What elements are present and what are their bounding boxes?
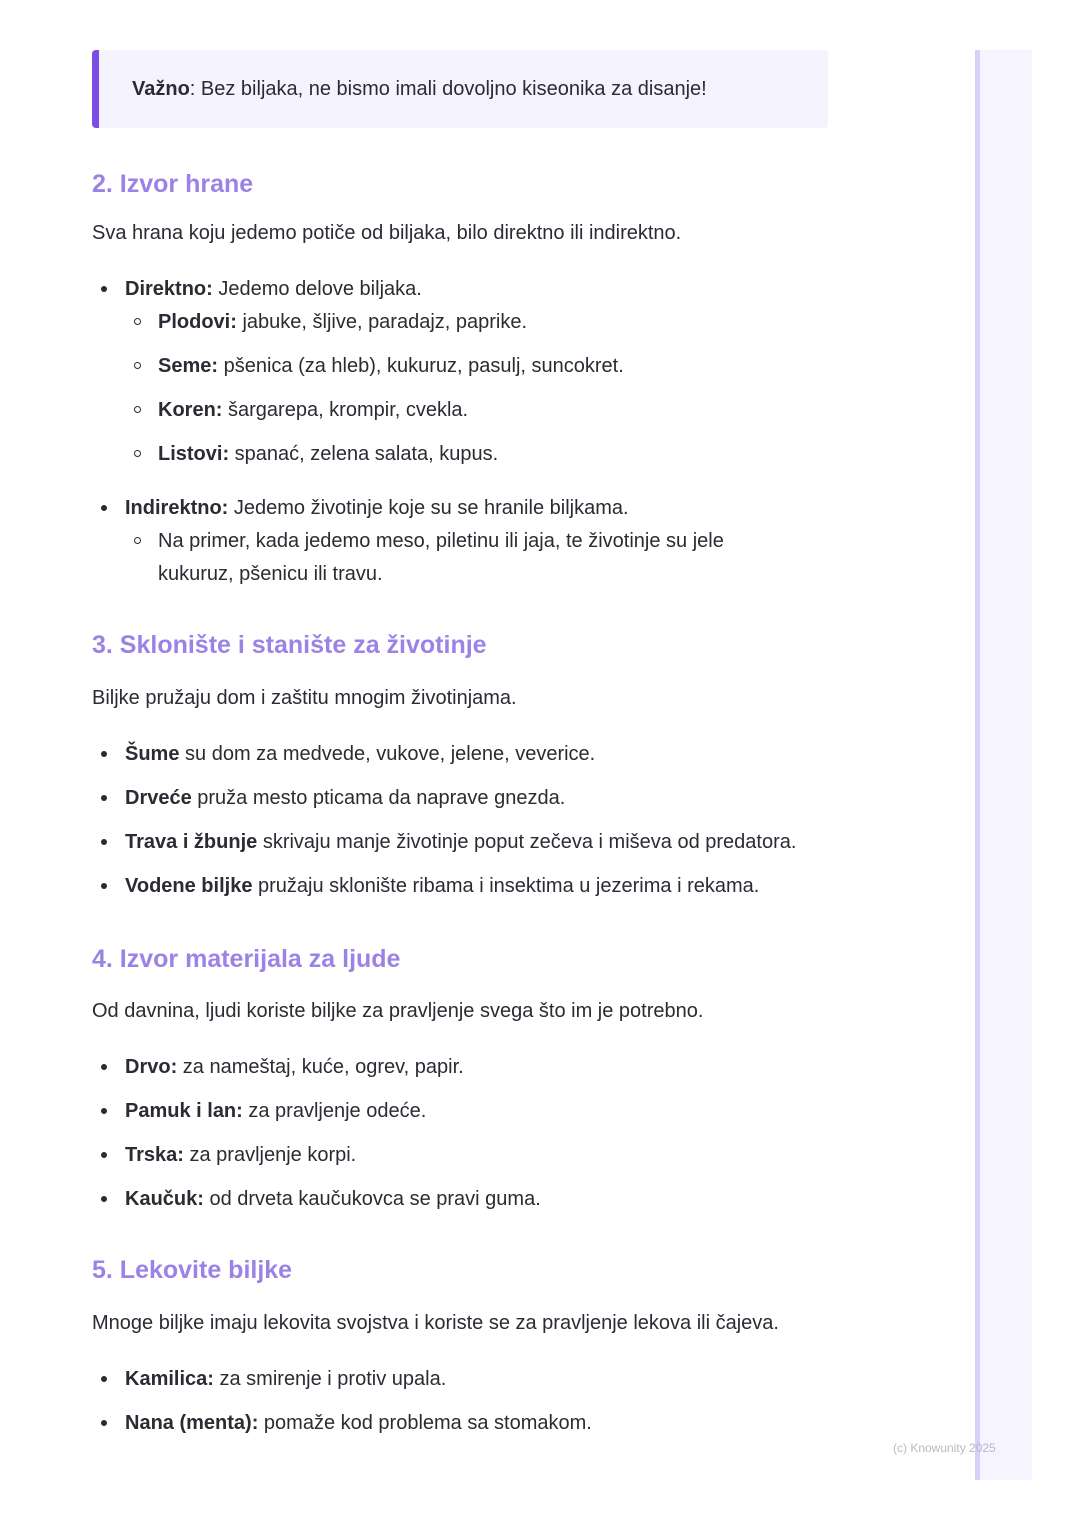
section-intro-medicinal: Mnoge biljke imaju lekovita svojstva i koriste se za pravljenje lekova ili čajeva. bbox=[92, 1312, 779, 1334]
list-item-label: Nana (menta): bbox=[125, 1412, 259, 1434]
sublist-item bbox=[125, 306, 832, 339]
list-item-text: pružaju sklonište ribama i insektima u jezerima i rekama. bbox=[252, 875, 760, 897]
sublist-item-label: Plodovi: bbox=[158, 311, 237, 333]
section-title-materials: 4. Izvor materijala za ljude bbox=[92, 945, 401, 973]
important-callout bbox=[92, 50, 828, 128]
list-item bbox=[92, 1183, 832, 1216]
sublist-item: Na primer, kada jedemo meso, piletinu ili jaja, te životinje su jele kukuruz, pšenicu ili travu. bbox=[125, 525, 832, 591]
list-item-label: Drvo: bbox=[125, 1056, 178, 1078]
list-item-label: Direktno: bbox=[125, 278, 213, 300]
list-item-text: za pravljenje odeće. bbox=[242, 1100, 427, 1122]
list-item-label: Vodene biljke bbox=[125, 875, 253, 897]
list-item-label: Šume bbox=[125, 743, 180, 765]
shelter-list bbox=[92, 738, 832, 903]
list-item-text: Jedemo delove biljaka. bbox=[212, 278, 422, 300]
sublist-item-text: jabuke, šljive, paradajz, paprike. bbox=[236, 311, 528, 333]
section-intro-materials: Od davnina, ljudi koriste biljke za pravljenje svega što im je potrebno. bbox=[92, 1000, 704, 1022]
sublist-item-label: Koren: bbox=[158, 399, 223, 421]
food-list bbox=[92, 273, 832, 591]
list-item bbox=[92, 1095, 832, 1128]
list-item-label: Kamilica: bbox=[125, 1368, 214, 1390]
section-title-medicinal: 5. Lekovite biljke bbox=[92, 1256, 293, 1284]
list-item-label: Trava i žbunje bbox=[125, 831, 258, 853]
list-item-direct bbox=[92, 273, 832, 471]
list-item-text: pomaže kod problema sa stomakom. bbox=[258, 1412, 592, 1434]
list-item-text: za nameštaj, kuće, ogrev, papir. bbox=[177, 1056, 464, 1078]
list-item-text: za pravljenje korpi. bbox=[183, 1144, 357, 1166]
sublist-item bbox=[125, 350, 832, 383]
list-item bbox=[92, 1407, 832, 1440]
list-item-label: Drveće bbox=[125, 787, 192, 809]
sidebar-border bbox=[975, 50, 980, 1480]
list-item bbox=[92, 1139, 832, 1172]
section-title-shelter: 3. Sklonište i stanište za životinje bbox=[92, 631, 487, 659]
section-intro-food: Sva hrana koju jedemo potiče od biljaka, bilo direktno ili indirektno. bbox=[92, 222, 682, 244]
medicinal-list bbox=[92, 1363, 832, 1440]
list-item-text: za smirenje i protiv upala. bbox=[213, 1368, 447, 1390]
document-content bbox=[92, 50, 832, 1440]
direct-sublist bbox=[125, 306, 832, 471]
section-title-food: 2. Izvor hrane bbox=[92, 170, 254, 198]
list-item-text: skrivaju manje životinje poput zečeva i miševa od predatora. bbox=[257, 831, 797, 853]
sublist-item-label: Seme: bbox=[158, 355, 219, 377]
list-item-text: pruža mesto pticama da naprave gnezda. bbox=[191, 787, 566, 809]
sublist-item bbox=[125, 394, 832, 427]
list-item-text: su dom za medvede, vukove, jelene, veverice. bbox=[179, 743, 596, 765]
list-item bbox=[92, 870, 832, 903]
list-item-label: Indirektno: bbox=[125, 497, 229, 519]
list-item-label: Trska: bbox=[125, 1144, 184, 1166]
sublist-item-text: pšenica (za hleb), kukuruz, pasulj, suncokret. bbox=[218, 355, 624, 377]
list-item bbox=[92, 826, 832, 859]
list-item bbox=[92, 1363, 832, 1396]
sublist-item bbox=[125, 438, 832, 471]
sidebar-background bbox=[975, 50, 1032, 1480]
section-intro-shelter: Biljke pružaju dom i zaštitu mnogim životinjama. bbox=[92, 687, 517, 709]
sublist-item-text: spanać, zelena salata, kupus. bbox=[229, 443, 499, 465]
sublist-item-text: šargarepa, krompir, cvekla. bbox=[222, 399, 469, 421]
list-item bbox=[92, 1051, 832, 1084]
indirect-sublist bbox=[125, 525, 832, 591]
list-item bbox=[92, 782, 832, 815]
list-item-indirect bbox=[92, 492, 832, 591]
list-item bbox=[92, 738, 832, 771]
callout-text: : Bez biljaka, ne bismo imali dovoljno kiseonika za disanje! bbox=[189, 78, 707, 100]
list-item-label: Pamuk i lan: bbox=[125, 1100, 243, 1122]
list-item-label: Kaučuk: bbox=[125, 1188, 204, 1210]
sublist-item-label: Listovi: bbox=[158, 443, 230, 465]
list-item-text: Jedemo životinje koje su se hranile biljkama. bbox=[228, 497, 629, 519]
callout-label: Važno bbox=[132, 78, 190, 100]
list-item-text: od drveta kaučukovca se pravi guma. bbox=[203, 1188, 541, 1210]
materials-list bbox=[92, 1051, 832, 1216]
copyright-footer: (c) Knowunity 2025 bbox=[893, 1441, 996, 1455]
